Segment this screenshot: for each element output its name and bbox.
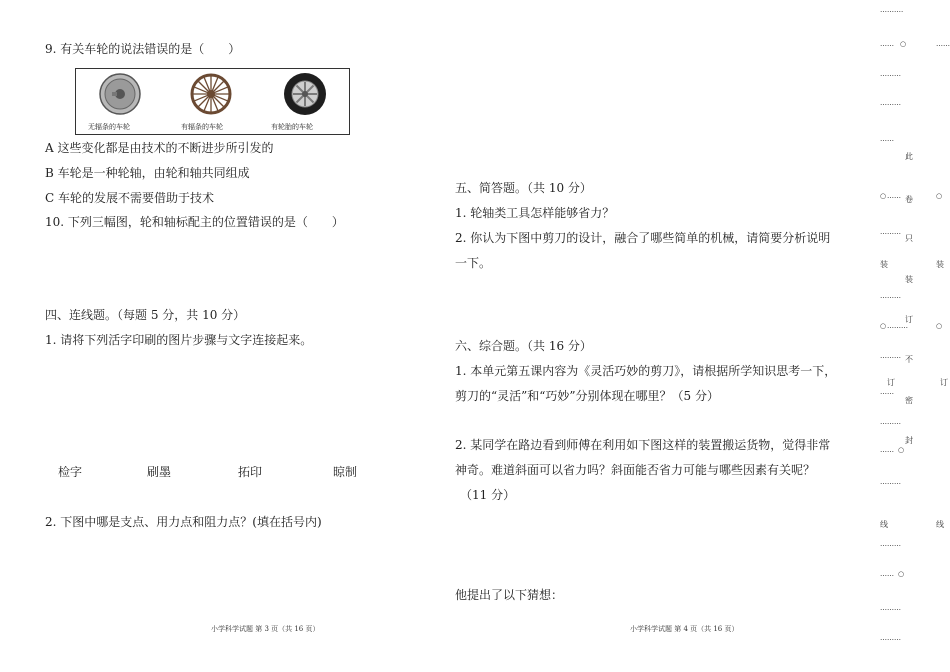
binding-dots: …… xyxy=(880,40,894,48)
binding-dots: ……… xyxy=(880,478,901,486)
step-label-4: 晾制 xyxy=(333,465,358,479)
wheel-caption-1: 无辐条的车轮 xyxy=(88,123,130,131)
section5-title: 五、简答题。（共 10 分） xyxy=(455,181,592,195)
s6-q2-line2: 神奇。难道斜面可以省力吗？斜面能否省力可能与哪些因素有关呢？ xyxy=(455,463,816,477)
binding-circle: ○ xyxy=(880,192,887,200)
edge-word: 线 xyxy=(880,520,888,529)
binding-circle: ○ xyxy=(880,322,887,330)
left-page-footer: 小学科学试题 第 3 页（共 16 页） xyxy=(211,625,320,633)
edge-word: 线 xyxy=(936,520,944,529)
seal-word: 此 xyxy=(905,152,913,161)
step-label-1: 检字 xyxy=(58,465,83,479)
binding-strip xyxy=(860,0,950,672)
s6-q1-line2: 剪刀的“灵活”和“巧妙”分别体现在哪里？（5 分） xyxy=(455,389,719,403)
binding-dots: ……… xyxy=(880,418,901,426)
binding-dots: …… xyxy=(880,135,894,143)
binding-dots: ………. xyxy=(880,6,904,14)
q10-text: 10. 下列三幅图，轮和轴标配主的位置错误的是（ ） xyxy=(45,215,344,229)
binding-dots: ……… xyxy=(880,540,901,548)
binding-dots: ……… xyxy=(880,228,901,236)
seal-word: 订 xyxy=(905,315,913,324)
binding-circle: ○ xyxy=(936,322,943,330)
s4-q1-text: 1. 请将下列活字印刷的图片步骤与文字连接起来。 xyxy=(45,333,313,347)
seal-word: 只 xyxy=(905,234,913,243)
tire-wheel-image xyxy=(283,72,327,116)
wheel-caption-3: 有轮胎的车轮 xyxy=(271,123,313,131)
binding-dots: …… xyxy=(936,40,950,48)
binding-dots: …… xyxy=(880,446,894,454)
edge-word: 订 xyxy=(887,378,895,387)
guess-text: 他提出了以下猜想： xyxy=(455,588,564,602)
q9-option-a: A 这些变化都是由技术的不断进步所引发的 xyxy=(45,141,274,155)
binding-dots: ……… xyxy=(880,634,901,642)
binding-dots: …… xyxy=(880,570,894,578)
seal-word: 密 xyxy=(905,396,913,405)
seal-word: 装 xyxy=(905,275,913,284)
seal-word: 封 xyxy=(905,436,913,445)
s6-q2-line3: （11 分） xyxy=(460,488,516,502)
s6-q2-line1: 2. 某同学在路边看到师傅在利用如下图这样的装置搬运货物，觉得非常 xyxy=(455,438,831,452)
binding-dots: ……… xyxy=(880,99,901,107)
s5-q2-line1: 2. 你认为下图中剪刀的设计，融合了哪些简单的机械，请简要分析说明 xyxy=(455,231,831,245)
binding-circle: ○ xyxy=(936,192,943,200)
binding-circle: ○ xyxy=(900,40,907,48)
wheel-caption-2: 有辐条的车轮 xyxy=(181,123,223,131)
s5-q1-text: 1. 轮轴类工具怎样能够省力？ xyxy=(455,206,615,220)
step-label-2: 刷墨 xyxy=(147,465,172,479)
q9-option-b: B 车轮是一种轮轴，由轮和轴共同组成 xyxy=(45,166,250,180)
binding-dots: ……… xyxy=(880,292,901,300)
edge-word: 装 xyxy=(880,260,888,269)
binding-dots: …… xyxy=(887,192,901,200)
q9-option-c: C 车轮的发展不需要借助于技术 xyxy=(45,191,214,205)
section6-title: 六、综合题。（共 16 分） xyxy=(455,339,592,353)
s4-q2-text: 2. 下图中哪是支点、用力点和阻力点？(填在括号内) xyxy=(45,515,322,529)
binding-dots: …… xyxy=(880,388,894,396)
seal-word: 不 xyxy=(905,355,913,364)
right-page-footer: 小学科学试题 第 4 页（共 16 页） xyxy=(630,625,739,633)
section4-title: 四、连线题。（每题 5 分，共 10 分） xyxy=(45,308,246,322)
seal-word: 卷 xyxy=(905,195,913,204)
binding-dots: ……… xyxy=(887,322,908,330)
s5-q2-line2: 一下。 xyxy=(455,256,492,270)
binding-dots: ……… xyxy=(880,604,901,612)
edge-word: 订 xyxy=(940,378,948,387)
binding-dots: ……… xyxy=(880,352,901,360)
binding-circle: ○ xyxy=(898,446,905,454)
step-label-3: 拓印 xyxy=(238,465,263,479)
s6-q1-line1: 1. 本单元第五课内容为《灵活巧妙的剪刀》，请根据所学知识思考一下， xyxy=(455,364,837,378)
binding-dots: ……… xyxy=(880,70,901,78)
binding-circle: ○ xyxy=(898,570,905,578)
q9-text: 9. 有关车轮的说法错误的是（ ） xyxy=(45,42,241,56)
edge-word: 装 xyxy=(936,260,944,269)
spoked-wheel-image xyxy=(189,72,233,116)
solid-wheel-image xyxy=(98,72,142,116)
wheel-figure xyxy=(75,68,350,135)
